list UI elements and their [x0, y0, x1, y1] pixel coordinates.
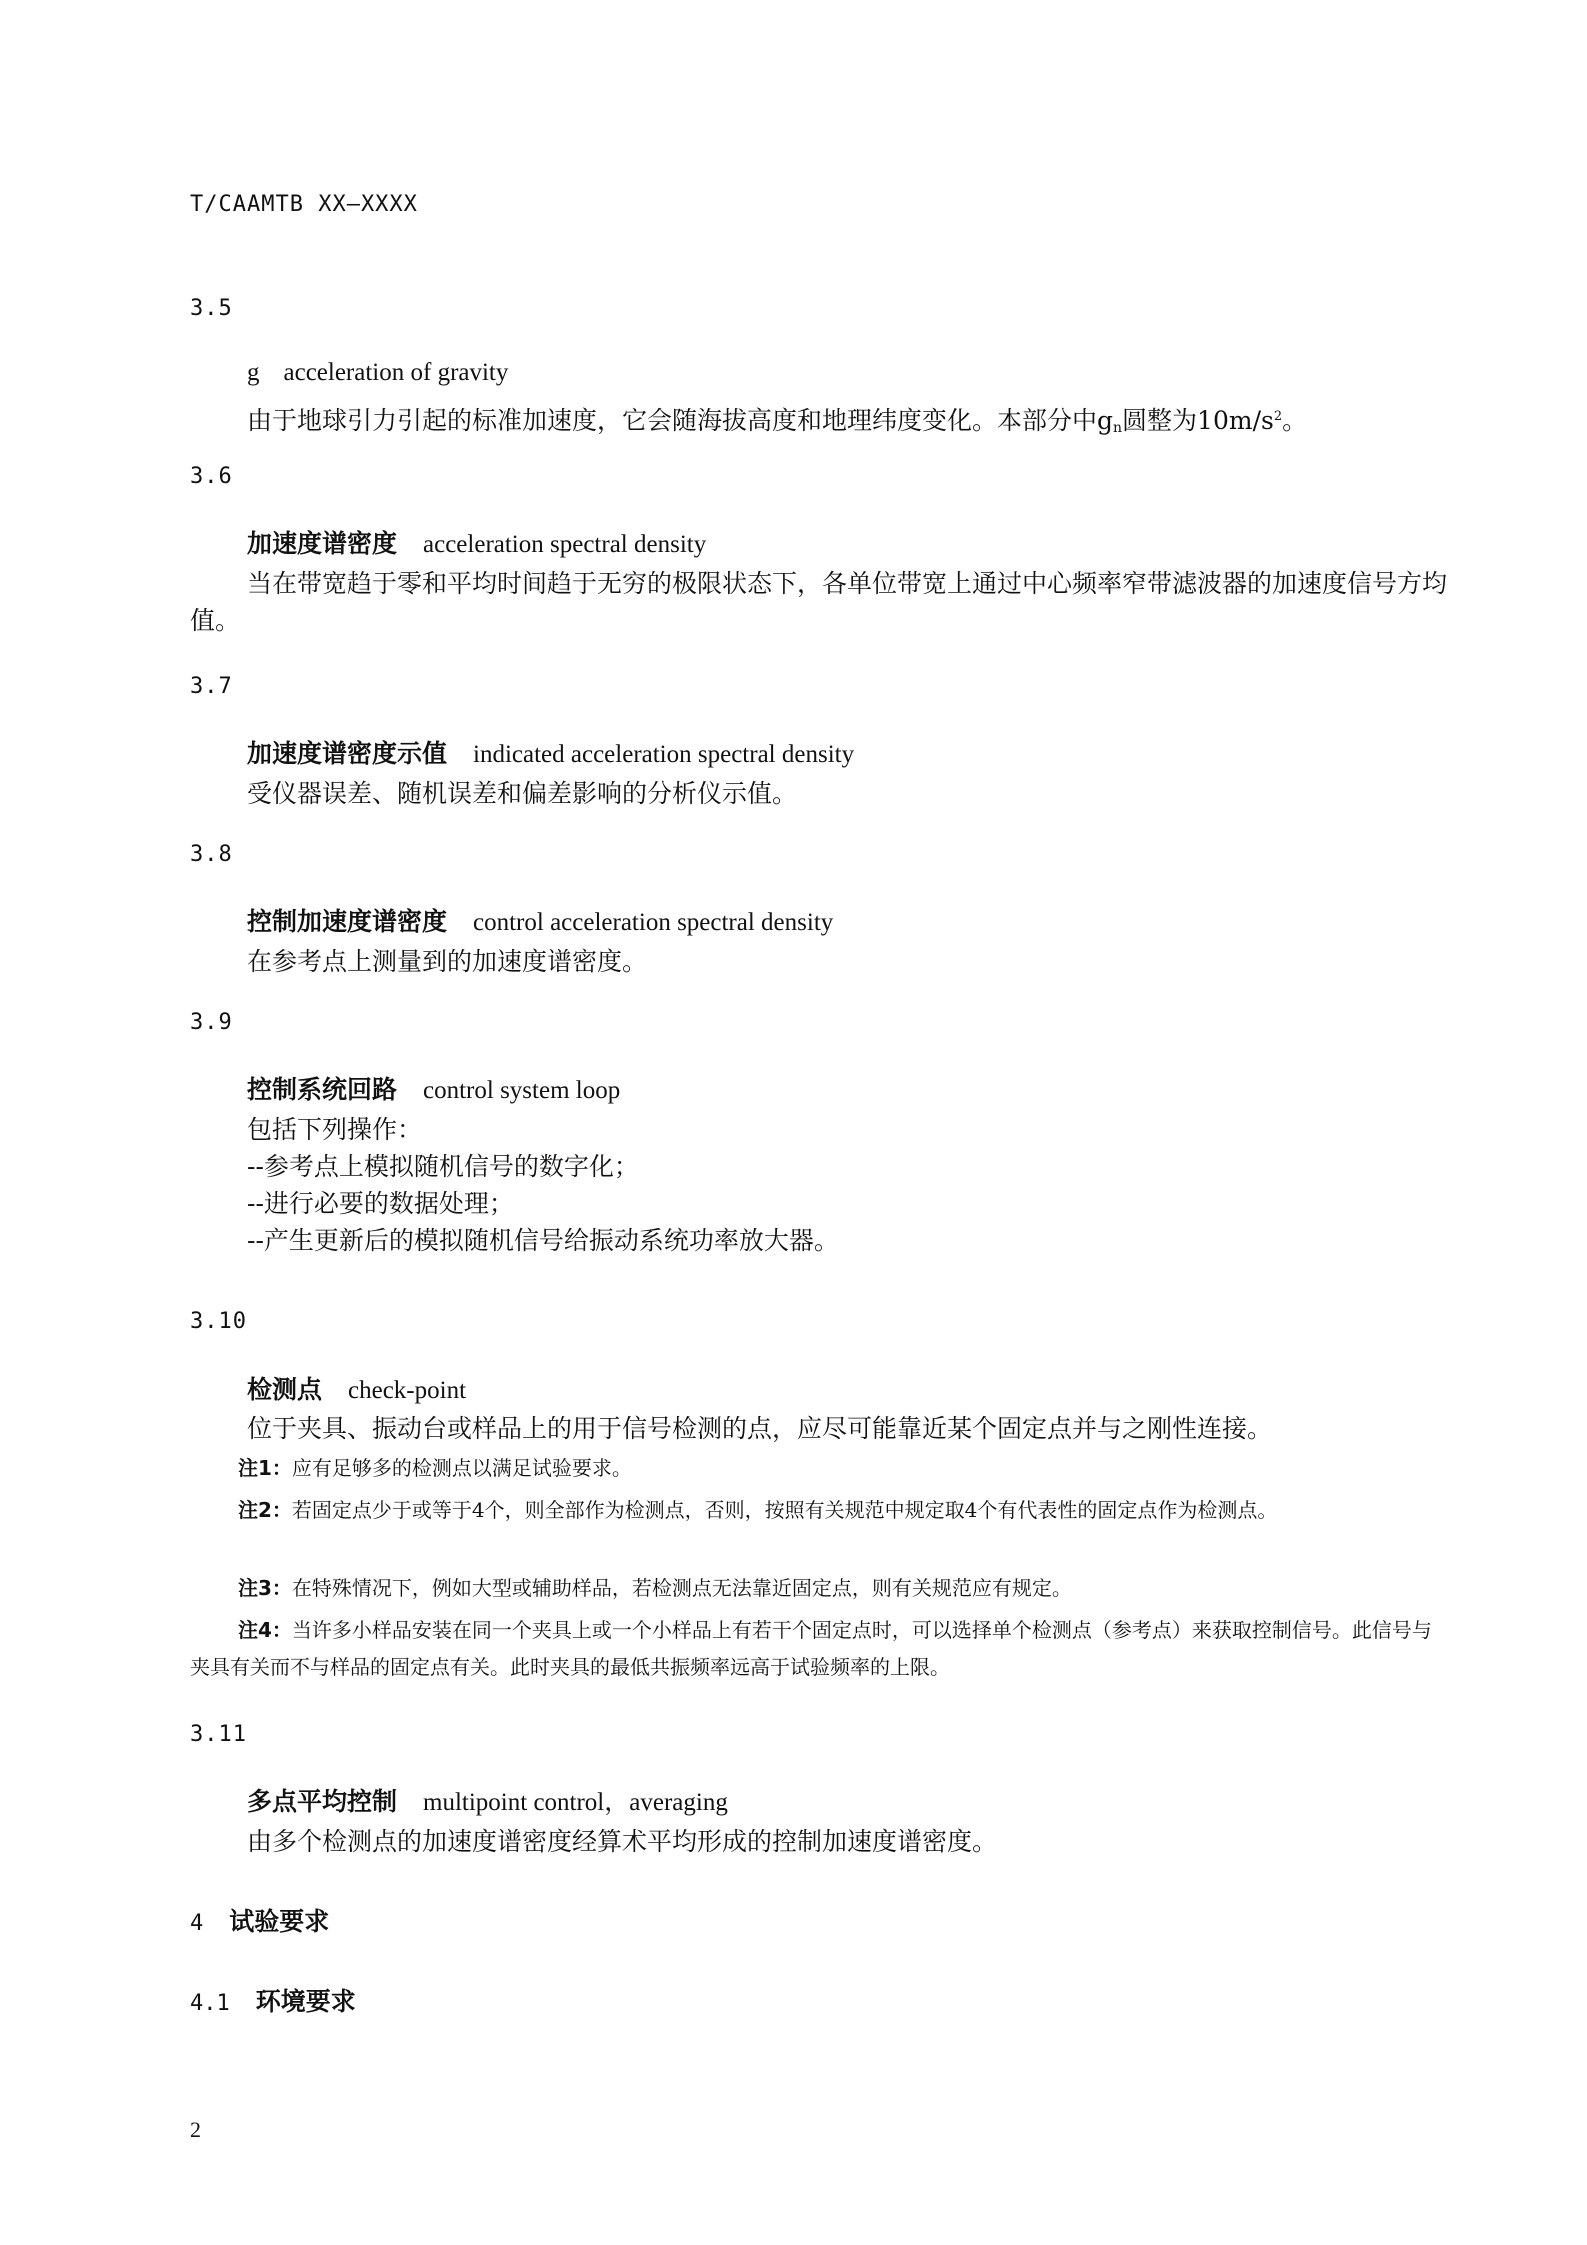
term-3-6	[247, 524, 706, 560]
definition-3-11: 由多个检测点的加速度谱密度经算术平均形成的控制加速度谱密度。	[247, 1827, 998, 1856]
term-zh: 多点平均控制	[247, 1787, 398, 1816]
definition-3-7: 受仪器误差、随机误差和偏差影响的分析仪示值。	[247, 779, 798, 808]
term-3-11	[247, 1782, 728, 1818]
clause-number-3-10: 3.10	[190, 1309, 247, 1334]
term-3-8	[247, 902, 833, 938]
definition-3-6: 当在带宽趋于零和平均时间趋于无穷的极限状态下，各单位带宽上通过中心频率窄带滤波器的加速度信号方均值。	[190, 569, 1448, 635]
page-number: 2	[190, 2117, 201, 2142]
term-en: acceleration of gravity	[283, 359, 509, 386]
term-3-9	[247, 1070, 620, 1106]
clause-number-3-5: 3.5	[190, 296, 233, 321]
definition-line: --参考点上模拟随机信号的数字化；	[247, 1152, 639, 1181]
term-en: control system loop	[423, 1077, 621, 1104]
definition-3-8: 在参考点上测量到的加速度谱密度。	[247, 947, 648, 976]
definition-3-10: 位于夹具、振动台或样品上的用于信号检测的点，应尽可能靠近某个固定点并与之刚性连接。	[247, 1414, 1273, 1443]
term-en: indicated acceleration spectral density	[473, 741, 855, 768]
note-1: 注1：应有足够多的检测点以满足试验要求。	[238, 1456, 632, 1480]
note-4: 注4：当许多小样品安装在同一个夹具上或一个小样品上有若干个固定点时，可以选择单个检测点（参考点）来获取控制信号。此信号与夹具有关而不与样品的固定点有关。此时夹具的最低共振频率远高于试验频率的上限。	[190, 1618, 1432, 1679]
note-2: 注2：若固定点少于或等于4个，则全部作为检测点，否则，按照有关规范中规定取4个有代表性的固定点作为检测点。	[238, 1498, 1278, 1522]
term-3-7	[247, 734, 854, 770]
term-zh: 加速度谱密度	[247, 529, 398, 558]
term-en: check-point	[348, 1377, 467, 1404]
definition-line: --产生更新后的模拟随机信号给振动系统功率放大器。	[247, 1226, 839, 1255]
term-zh: 检测点	[247, 1375, 323, 1404]
term-en: control acceleration spectral density	[473, 909, 834, 936]
definition-line: --进行必要的数据处理；	[247, 1189, 514, 1218]
term-en: acceleration spectral density	[423, 531, 707, 558]
term-zh: 控制系统回路	[247, 1075, 398, 1104]
clause-number-3-7: 3.7	[190, 674, 233, 699]
definition-3-5: 由于地球引力引起的标准加速度，它会随海拔高度和地理纬度变化。本部分中$g_n$圆整为$10m/s^2$。	[247, 406, 1308, 436]
term-zh: 控制加速度谱密度	[247, 907, 448, 936]
note-3: 注3：在特殊情况下，例如大型或辅助样品，若检测点无法靠近固定点，则有关规范应有规定。	[238, 1576, 1072, 1600]
clause-number-3-6: 3.6	[190, 464, 233, 489]
term-3-10	[247, 1370, 466, 1406]
clause-number-3-8: 3.8	[190, 842, 233, 867]
clause-number-3-9: 3.9	[190, 1010, 233, 1035]
term-zh: g	[247, 359, 260, 386]
term-zh: 加速度谱密度示值	[247, 739, 448, 768]
term-en: multipoint control，averaging	[423, 1789, 728, 1816]
clause-number-3-11: 3.11	[190, 1722, 247, 1747]
definition-line: 包括下列操作：	[247, 1115, 423, 1144]
term-3-5	[247, 357, 508, 387]
section-heading-4-1: 4.1 环境要求	[190, 1987, 356, 2016]
document-header-code: T/CAAMTB XX—XXXX	[190, 192, 418, 217]
chapter-heading-4: 4 试验要求	[190, 1907, 330, 1936]
